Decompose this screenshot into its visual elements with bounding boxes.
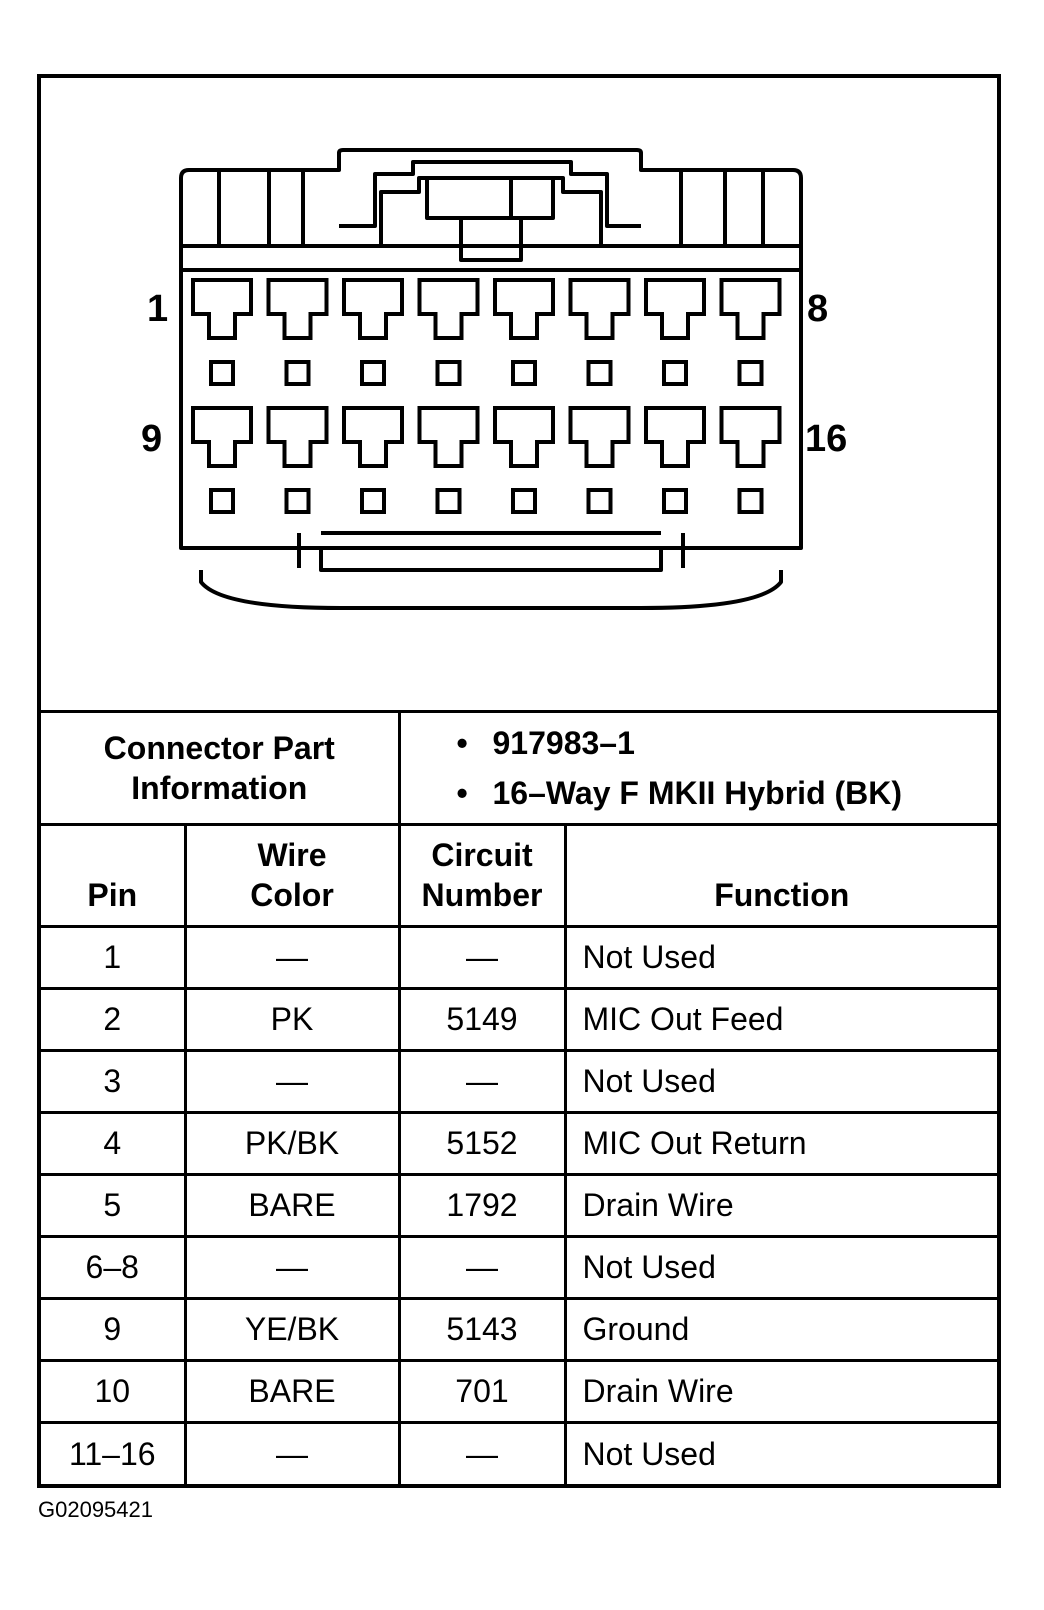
pin-cell: 3 xyxy=(41,1051,185,1113)
terminal-position-lock xyxy=(513,362,535,384)
pin-cell: 11–16 xyxy=(41,1423,185,1485)
pin-cavity xyxy=(571,280,629,338)
circuit-number-cell: 5143 xyxy=(399,1299,565,1361)
part-info-label: Connector Part Information xyxy=(41,712,399,825)
wire-color-cell: YE/BK xyxy=(185,1299,399,1361)
function-cell: Not Used xyxy=(565,1423,997,1485)
circuit-number-cell: 701 xyxy=(399,1361,565,1423)
pin-cavity xyxy=(420,280,478,338)
wire-color-cell: BARE xyxy=(185,1361,399,1423)
pin-label-16: 16 xyxy=(805,418,848,460)
pin-cavity xyxy=(571,408,629,466)
part-info-values: • 917983–1 • 16–Way F MKII Hybrid (BK) xyxy=(399,712,997,825)
circuit-number-cell: 5152 xyxy=(399,1113,565,1175)
terminal-position-lock xyxy=(438,362,460,384)
pin-cell: 6–8 xyxy=(41,1237,185,1299)
table-row xyxy=(41,1423,997,1485)
circuit-number-cell: 5149 xyxy=(399,989,565,1051)
function-cell: MIC Out Return xyxy=(565,1113,997,1175)
wire-color-cell: — xyxy=(185,1237,399,1299)
function-cell: Drain Wire xyxy=(565,1175,997,1237)
terminal-position-lock xyxy=(287,362,309,384)
pin-cavity xyxy=(495,280,553,338)
pin-cell: 10 xyxy=(41,1361,185,1423)
wire-color-cell: PK/BK xyxy=(185,1113,399,1175)
circuit-number-cell: — xyxy=(399,927,565,989)
function-cell: Not Used xyxy=(565,1051,997,1113)
function-cell: MIC Out Feed xyxy=(565,989,997,1051)
pin-cavity xyxy=(269,280,327,338)
pin-cavity xyxy=(495,408,553,466)
terminal-position-lock xyxy=(664,362,686,384)
pin-label-9: 9 xyxy=(141,418,163,460)
function-cell: Not Used xyxy=(565,927,997,989)
header-pin: Pin xyxy=(41,825,185,927)
terminal-position-lock xyxy=(589,490,611,512)
pin-cavity xyxy=(722,408,780,466)
table-row xyxy=(41,1051,997,1113)
pin-cavity xyxy=(646,408,704,466)
pin-cavity xyxy=(344,408,402,466)
table-header-row xyxy=(41,825,997,927)
connector-face-diagram xyxy=(41,78,997,690)
wire-color-cell: — xyxy=(185,1423,399,1485)
table-row xyxy=(41,1361,997,1423)
circuit-number-cell: 1792 xyxy=(399,1175,565,1237)
terminal-position-lock xyxy=(740,362,762,384)
part-number: 917983–1 xyxy=(492,725,635,761)
pin-cavity xyxy=(646,280,704,338)
pin-cavity xyxy=(193,280,251,338)
circuit-number-cell: — xyxy=(399,1237,565,1299)
circuit-number-cell: — xyxy=(399,1051,565,1113)
pin-cavity xyxy=(722,280,780,338)
connector-pin-table xyxy=(41,710,997,1485)
pin-cavity xyxy=(344,280,402,338)
connector-frame xyxy=(37,74,1001,1488)
header-function: Function xyxy=(565,825,997,927)
header-wire-color: Wire Color xyxy=(185,825,399,927)
wire-color-cell: BARE xyxy=(185,1175,399,1237)
table-row xyxy=(41,1175,997,1237)
table-row xyxy=(41,1113,997,1175)
function-cell: Not Used xyxy=(565,1237,997,1299)
table-row xyxy=(41,1237,997,1299)
wire-color-cell: — xyxy=(185,1051,399,1113)
terminal-position-lock xyxy=(740,490,762,512)
pin-cell: 9 xyxy=(41,1299,185,1361)
function-cell: Drain Wire xyxy=(565,1361,997,1423)
terminal-position-lock xyxy=(589,362,611,384)
table-row xyxy=(41,1299,997,1361)
wire-color-cell: — xyxy=(185,927,399,989)
table-row xyxy=(41,989,997,1051)
figure-id: G02095421 xyxy=(38,1497,153,1522)
header-circuit-number: Circuit Number xyxy=(399,825,565,927)
part-info-row xyxy=(41,712,997,825)
pin-cavity xyxy=(420,408,478,466)
terminal-position-lock xyxy=(664,490,686,512)
pin-label-1: 1 xyxy=(147,288,169,330)
terminal-position-lock xyxy=(362,490,384,512)
table-row xyxy=(41,927,997,989)
terminal-position-lock xyxy=(211,362,233,384)
connector-body xyxy=(181,150,801,548)
pin-cell: 4 xyxy=(41,1113,185,1175)
function-cell: Ground xyxy=(565,1299,997,1361)
terminal-position-lock xyxy=(362,362,384,384)
terminal-position-lock xyxy=(438,490,460,512)
part-description: 16–Way F MKII Hybrid (BK) xyxy=(492,775,903,811)
pin-cavity xyxy=(193,408,251,466)
pin-cell: 5 xyxy=(41,1175,185,1237)
pin-label-8: 8 xyxy=(807,288,829,330)
circuit-number-cell: — xyxy=(399,1423,565,1485)
terminal-position-lock xyxy=(287,490,309,512)
terminal-position-lock xyxy=(513,490,535,512)
wire-color-cell: PK xyxy=(185,989,399,1051)
pin-cell: 1 xyxy=(41,927,185,989)
pin-cell: 2 xyxy=(41,989,185,1051)
terminal-position-lock xyxy=(211,490,233,512)
pin-cavity xyxy=(269,408,327,466)
